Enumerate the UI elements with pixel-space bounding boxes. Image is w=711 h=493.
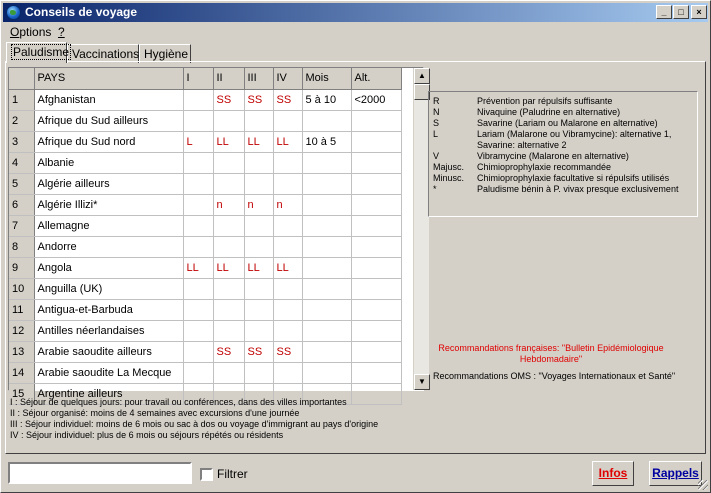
table-cell xyxy=(273,110,302,131)
minimize-button[interactable]: _ xyxy=(656,5,672,19)
table-cell xyxy=(351,173,401,194)
country-cell: Afrique du Sud nord xyxy=(34,131,183,152)
table-cell xyxy=(351,194,401,215)
table-cell xyxy=(183,110,213,131)
row-number: 8 xyxy=(9,236,34,257)
legend-text: Savarine: alternative 2 xyxy=(477,140,567,150)
table-cell xyxy=(213,362,244,383)
table-cell: SS xyxy=(273,89,302,110)
table-cell xyxy=(183,236,213,257)
table-cell xyxy=(351,341,401,362)
country-cell: Algérie Illizi* xyxy=(34,194,183,215)
table-row[interactable] xyxy=(9,257,401,278)
legend-text: Chimioprophylaxie recommandée xyxy=(477,162,612,172)
resize-grip-icon[interactable] xyxy=(698,480,708,490)
table-cell xyxy=(302,299,351,320)
table-cell xyxy=(213,110,244,131)
row-number: 12 xyxy=(9,320,34,341)
vertical-scrollbar[interactable] xyxy=(413,68,429,390)
legend-text: Prévention par répulsifs suffisante xyxy=(477,96,613,106)
legend-key: * xyxy=(433,184,437,194)
table-cell: SS xyxy=(273,341,302,362)
table-cell xyxy=(273,299,302,320)
table-cell xyxy=(273,278,302,299)
table-cell xyxy=(213,152,244,173)
table-cell xyxy=(273,362,302,383)
row-number: 10 xyxy=(9,278,34,299)
table-cell xyxy=(244,362,273,383)
table-cell xyxy=(273,173,302,194)
table-cell: SS xyxy=(244,89,273,110)
menu-bar xyxy=(3,23,708,41)
scroll-down-icon[interactable]: ▼ xyxy=(414,374,430,390)
table-cell xyxy=(183,194,213,215)
rappels-button[interactable]: Rappels xyxy=(649,461,702,486)
menu-options[interactable]: Options xyxy=(10,25,52,39)
table-cell: n xyxy=(273,194,302,215)
table-cell xyxy=(351,215,401,236)
row-number: 4 xyxy=(9,152,34,173)
title-bar[interactable] xyxy=(3,3,708,22)
table-cell xyxy=(351,152,401,173)
country-cell: Arabie saoudite La Mecque xyxy=(34,362,183,383)
table-cell xyxy=(273,320,302,341)
globe-icon xyxy=(6,5,21,20)
column-header[interactable]: I xyxy=(183,68,213,89)
table-cell xyxy=(183,173,213,194)
legend-key: Majusc. xyxy=(433,162,465,172)
country-cell: Afrique du Sud ailleurs xyxy=(34,110,183,131)
table-row[interactable] xyxy=(9,110,401,131)
table-cell: n xyxy=(244,194,273,215)
tab-hygiene[interactable]: Hygiène xyxy=(139,44,191,63)
stay-type-notes xyxy=(10,397,378,441)
table-cell xyxy=(351,131,401,152)
infos-button[interactable]: Infos xyxy=(592,461,634,486)
note-line: III : Séjour individuel: moins de 6 mois ou sac à dos ou voyage d'immigrant au pays d'origine xyxy=(10,419,379,429)
table-cell xyxy=(244,236,273,257)
country-cell: Albanie xyxy=(34,152,183,173)
table-cell xyxy=(351,299,401,320)
note-line: II : Séjour organisé: moins de 4 semaines avec excursions d'une journée xyxy=(10,408,300,418)
legend-text: Lariam (Malarone ou Vibramycine): alternative 1, xyxy=(477,129,672,139)
table-row[interactable] xyxy=(9,215,401,236)
legend-key: N xyxy=(433,107,440,117)
scroll-up-icon[interactable]: ▲ xyxy=(414,68,430,84)
legend-key: V xyxy=(433,151,440,161)
table-cell xyxy=(183,341,213,362)
table-cell: 5 à 10 xyxy=(302,89,351,110)
table-cell xyxy=(213,320,244,341)
window-title: Conseils de voyage xyxy=(25,5,138,19)
table-cell xyxy=(183,215,213,236)
table-row[interactable] xyxy=(9,236,401,257)
country-cell: Angola xyxy=(34,257,183,278)
column-header[interactable]: Mois xyxy=(302,68,351,89)
table-cell: LL xyxy=(273,257,302,278)
column-header[interactable]: III xyxy=(244,68,273,89)
legend-key: L xyxy=(433,129,439,139)
close-button[interactable]: × xyxy=(691,5,707,19)
table-cell: SS xyxy=(244,341,273,362)
country-cell: Antigua-et-Barbuda xyxy=(34,299,183,320)
row-number: 9 xyxy=(9,257,34,278)
table-cell xyxy=(273,215,302,236)
table-cell: LL xyxy=(244,131,273,152)
table-row[interactable] xyxy=(9,89,401,110)
row-number: 5 xyxy=(9,173,34,194)
table-row[interactable] xyxy=(9,278,401,299)
filter-checkbox[interactable] xyxy=(200,468,213,481)
column-header[interactable]: IV xyxy=(273,68,302,89)
table-cell: SS xyxy=(213,341,244,362)
table-cell xyxy=(244,173,273,194)
table-row[interactable] xyxy=(9,362,401,383)
oms-recommendations: Recommandations OMS : "Voyages Internationaux et Santé" xyxy=(433,371,676,381)
country-cell: Allemagne xyxy=(34,215,183,236)
country-table[interactable] xyxy=(8,67,426,400)
row-number: 3 xyxy=(9,131,34,152)
table-cell xyxy=(244,110,273,131)
legend-key: Minusc. xyxy=(433,173,465,183)
legend-key: R xyxy=(433,96,440,106)
tab-paludisme[interactable]: Paludisme xyxy=(6,42,67,63)
table-cell xyxy=(213,215,244,236)
table-cell: n xyxy=(213,194,244,215)
table-row[interactable] xyxy=(9,299,401,320)
table-cell xyxy=(183,299,213,320)
table-cell xyxy=(302,110,351,131)
table-cell xyxy=(302,215,351,236)
row-number: 2 xyxy=(9,110,34,131)
row-number: 1 xyxy=(9,89,34,110)
data-grid xyxy=(9,68,402,405)
column-header[interactable]: PAYS xyxy=(34,68,183,89)
table-cell xyxy=(213,236,244,257)
table-cell xyxy=(273,152,302,173)
table-cell xyxy=(302,236,351,257)
country-cell: Arabie saoudite ailleurs xyxy=(34,341,183,362)
legend-text: Savarine (Lariam ou Malarone en alternative) xyxy=(477,118,658,128)
table-row[interactable] xyxy=(9,320,401,341)
table-cell xyxy=(302,152,351,173)
table-cell: SS xyxy=(213,89,244,110)
table-cell: 10 à 5 xyxy=(302,131,351,152)
table-cell xyxy=(213,299,244,320)
table-cell xyxy=(302,173,351,194)
table-cell xyxy=(351,362,401,383)
table-row[interactable] xyxy=(9,131,401,152)
table-cell: LL xyxy=(213,257,244,278)
table-cell: LL xyxy=(244,257,273,278)
legend-text: Nivaquine (Paludrine en alternative) xyxy=(477,107,621,117)
column-header[interactable]: Alt. xyxy=(351,68,401,89)
table-cell xyxy=(244,278,273,299)
table-cell: L xyxy=(183,131,213,152)
table-cell xyxy=(183,278,213,299)
table-cell xyxy=(183,362,213,383)
row-number: 6 xyxy=(9,194,34,215)
table-header-row xyxy=(9,68,401,89)
table-cell xyxy=(302,341,351,362)
table-cell xyxy=(351,110,401,131)
filter-input[interactable] xyxy=(8,462,192,484)
table-cell xyxy=(244,299,273,320)
table-cell xyxy=(273,236,302,257)
table-cell: LL xyxy=(213,131,244,152)
row-number: 15 xyxy=(9,383,34,404)
table-cell xyxy=(302,278,351,299)
table-cell xyxy=(244,152,273,173)
legend-text: Paludisme bénin à P. vivax presque exclusivement xyxy=(477,184,679,194)
table-cell xyxy=(351,320,401,341)
country-cell: Anguilla (UK) xyxy=(34,278,183,299)
menu-help[interactable]: ? xyxy=(58,25,65,39)
row-number: 14 xyxy=(9,362,34,383)
legend-text: Chimioprophylaxie facultative si répulsifs utilisés xyxy=(477,173,670,183)
table-cell xyxy=(351,278,401,299)
table-row[interactable] xyxy=(9,152,401,173)
table-cell: LL xyxy=(183,257,213,278)
column-header[interactable]: II xyxy=(213,68,244,89)
country-cell: Afghanistan xyxy=(34,89,183,110)
legend-text: Vibramycine (Malarone en alternative) xyxy=(477,151,629,161)
tab-vaccinations[interactable]: Vaccinations xyxy=(67,44,139,63)
note-line: IV : Séjour individuel: plus de 6 mois ou séjours répétés ou résidents xyxy=(10,430,284,440)
table-cell xyxy=(302,362,351,383)
table-cell xyxy=(302,257,351,278)
row-number: 7 xyxy=(9,215,34,236)
table-cell xyxy=(351,236,401,257)
country-cell: Antilles néerlandaises xyxy=(34,320,183,341)
table-cell xyxy=(351,257,401,278)
country-cell: Argentine ailleurs xyxy=(34,383,183,404)
country-cell: Algérie ailleurs xyxy=(34,173,183,194)
table-cell xyxy=(213,173,244,194)
table-cell xyxy=(183,89,213,110)
column-header[interactable] xyxy=(9,68,34,89)
table-cell xyxy=(244,320,273,341)
table-cell xyxy=(302,194,351,215)
table-cell xyxy=(213,278,244,299)
table-cell xyxy=(302,320,351,341)
legend-key: S xyxy=(433,118,440,128)
note-line: I : Séjour de quelques jours: pour travail ou conférences, dans des villes importantes xyxy=(10,397,347,407)
table-cell: LL xyxy=(273,131,302,152)
table-row[interactable] xyxy=(9,173,401,194)
table-cell xyxy=(183,320,213,341)
table-cell xyxy=(183,152,213,173)
table-cell xyxy=(244,215,273,236)
country-cell: Andorre xyxy=(34,236,183,257)
row-number: 11 xyxy=(9,299,34,320)
table-cell: <2000 xyxy=(351,89,401,110)
table-row[interactable] xyxy=(9,341,401,362)
table-row[interactable] xyxy=(9,194,401,215)
french-recommendations: Recommandations françaises: "Bulletin Epidémiologique Hebdomadaire" xyxy=(438,343,664,364)
row-number: 13 xyxy=(9,341,34,362)
maximize-button[interactable]: □ xyxy=(673,5,689,19)
legend-box xyxy=(428,91,698,217)
filter-label: Filtrer xyxy=(217,467,248,481)
